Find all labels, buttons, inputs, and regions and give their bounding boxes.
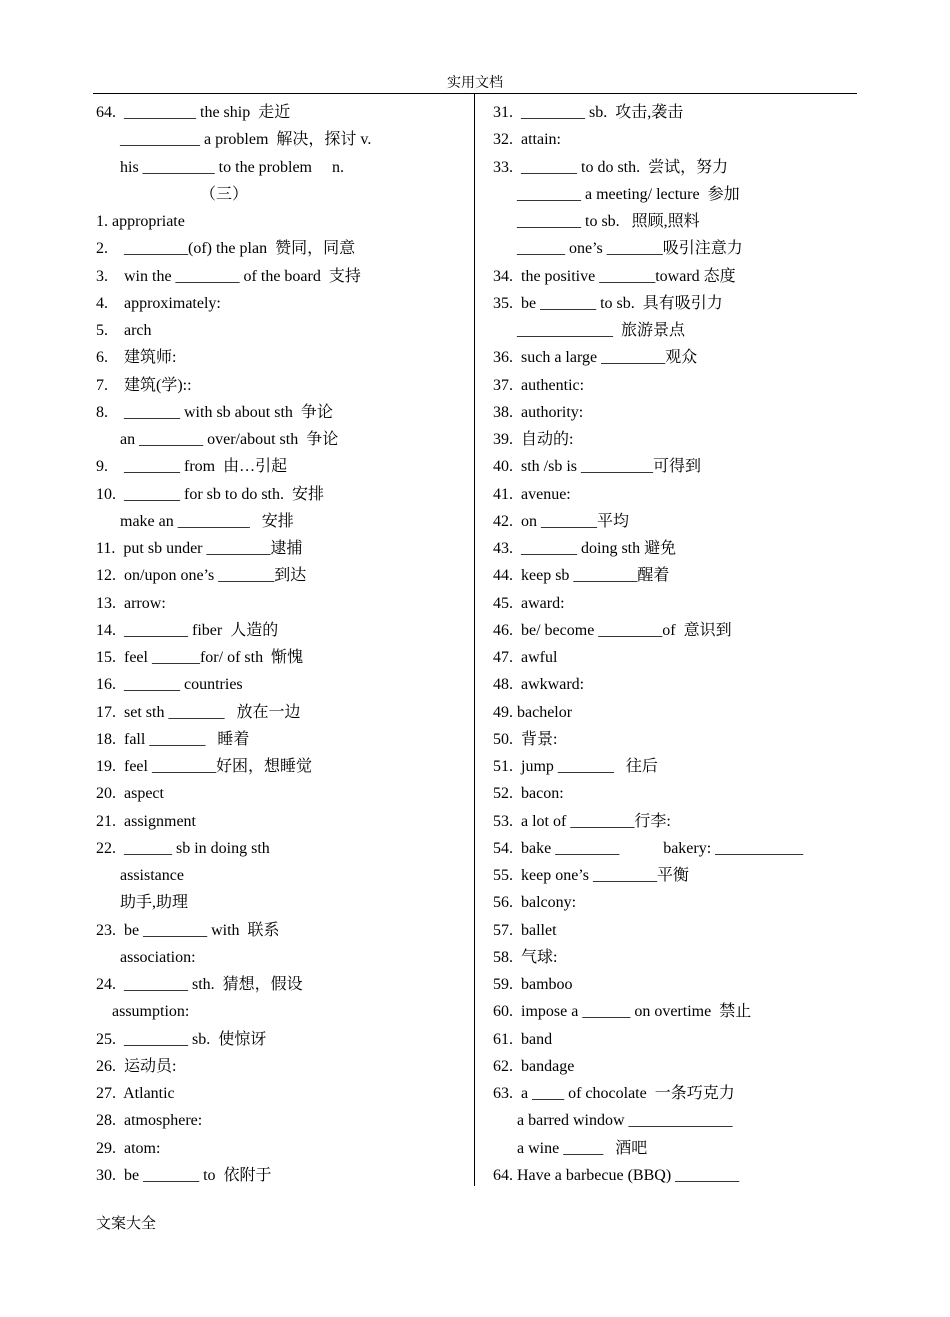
right-column-line: 32. attain: xyxy=(493,131,561,149)
right-column-line: 38. authority: xyxy=(493,403,584,421)
right-column-line: 48. awkward: xyxy=(493,676,585,694)
left-column-line: __________ a problem 解决，探讨 v. xyxy=(96,131,372,149)
left-column-line: 26. 运动员: xyxy=(96,1057,177,1075)
left-column-line: assumption: xyxy=(96,1003,190,1021)
left-column-line: 17. set sth _______ 放在一边 xyxy=(96,703,301,721)
right-column-line: 58. 气球: xyxy=(493,948,558,966)
left-column-line: 11. put sb under ________逮捕 xyxy=(96,540,303,557)
left-column-line: 28. atmosphere: xyxy=(96,1112,203,1130)
left-column-line: 14. ________ fiber 人造的 xyxy=(96,621,279,639)
right-column-line: ________ a meeting/ lecture 参加 xyxy=(493,185,740,203)
right-column-line: 43. _______ doing sth 避免 xyxy=(493,540,677,557)
right-column-line: ______ one’s _______吸引注意力 xyxy=(493,240,743,258)
right-column-line: 35. be _______ to sb. 具有吸引力 xyxy=(493,294,723,312)
right-column-line: a barred window _____________ xyxy=(493,1112,733,1130)
left-column-line: 9. _______ from 由…引起 xyxy=(96,458,288,476)
left-column-line: 19. feel ________好困，想睡觉 xyxy=(96,758,312,775)
right-column-line: 41. avenue: xyxy=(493,485,571,503)
right-column-line: ________ to sb. 照顾,照料 xyxy=(493,213,700,230)
left-column-line: 18. fall _______ 睡着 xyxy=(96,730,250,748)
left-column-line: 64. _________ the ship 走近 xyxy=(96,104,291,121)
right-column-line: 64. Have a barbecue (BBQ) ________ xyxy=(493,1166,740,1184)
left-column-line: 13. arrow: xyxy=(96,594,166,612)
left-column-line: 1. appropriate xyxy=(96,213,185,230)
left-column-line: 16. _______ countries xyxy=(96,676,243,694)
left-column-line: 15. feel ______for/ of sth 惭愧 xyxy=(96,649,304,666)
right-column-line: 34. the positive _______toward 态度 xyxy=(493,267,736,285)
right-column-line: ____________ 旅游景点 xyxy=(493,322,686,339)
right-column-line: 63. a ____ of chocolate 一条巧克力 xyxy=(493,1085,735,1102)
right-column-line: 47. awful xyxy=(493,649,558,666)
right-column-line: 45. award: xyxy=(493,594,565,612)
right-column xyxy=(493,99,853,1189)
right-column-line: 49. bachelor xyxy=(493,703,573,721)
left-column-line: his _________ to the problem n. xyxy=(96,158,344,176)
left-column-line: 23. be ________ with 联系 xyxy=(96,921,280,939)
right-column-line: 36. such a large ________观众 xyxy=(493,349,698,367)
right-column-line: 56. balcony: xyxy=(493,894,577,912)
left-column-line: 10. _______ for sb to do sth. 安排 xyxy=(96,485,325,503)
right-column-line: 33. _______ to do sth. 尝试，努力 xyxy=(493,158,729,176)
right-column-line: 59. bamboo xyxy=(493,976,573,993)
right-column-line: 51. jump _______ 往后 xyxy=(493,758,658,775)
left-column-line: an ________ over/about sth 争论 xyxy=(96,431,339,448)
left-column-line: 5. arch xyxy=(96,322,152,339)
right-column-line: 50. 背景: xyxy=(493,730,558,748)
right-column-line: 39. 自动的: xyxy=(493,431,574,448)
left-column-line: 助手,助理 xyxy=(96,894,189,912)
right-column-line: 61. band xyxy=(493,1030,553,1048)
right-column-line: 53. a lot of ________行李: xyxy=(493,812,671,830)
left-column-line: 7. 建筑(学):: xyxy=(96,376,192,394)
left-column-line: association: xyxy=(96,948,196,966)
right-column-line: a wine _____ 酒吧 xyxy=(493,1139,648,1157)
left-column-line: 8. _______ with sb about sth 争论 xyxy=(96,403,333,421)
left-column-line: 24. ________ sth. 猜想，假设 xyxy=(96,976,303,993)
left-column-line: 2. ________(of) the plan 赞同，同意 xyxy=(96,240,356,258)
left-column-line: 20. aspect xyxy=(96,785,164,803)
left-column-line: 27. Atlantic xyxy=(96,1085,175,1102)
right-column-line: 62. bandage xyxy=(493,1057,575,1075)
left-column-line: 21. assignment xyxy=(96,812,196,830)
left-column-line: 30. be _______ to 依附于 xyxy=(96,1166,272,1184)
column-divider xyxy=(474,94,475,1186)
left-column-line: 3. win the ________ of the board 支持 xyxy=(96,267,361,285)
left-column-line: （三） xyxy=(96,185,249,203)
left-column xyxy=(96,99,468,1189)
right-column-line: 31. ________ sb. 攻击,袭击 xyxy=(493,104,684,121)
right-column-line: 57. ballet xyxy=(493,921,557,939)
right-column-line: 60. impose a ______ on overtime 禁止 xyxy=(493,1003,752,1021)
header-rule xyxy=(93,93,857,94)
page-header-title: 实用文档 xyxy=(447,76,503,91)
right-column-line: 46. be/ become ________of 意识到 xyxy=(493,621,732,639)
right-column-line: 44. keep sb ________醒着 xyxy=(493,567,670,585)
left-column-line: 29. atom: xyxy=(96,1139,161,1157)
right-column-line: 42. on _______平均 xyxy=(493,512,630,530)
left-column-line: 6. 建筑师: xyxy=(96,349,177,367)
left-column-line: 12. on/upon one’s _______到达 xyxy=(96,567,307,585)
right-column-line: 55. keep one’s ________平衡 xyxy=(493,867,689,884)
left-column-line: 4. approximately: xyxy=(96,294,221,312)
right-column-line: 52. bacon: xyxy=(493,785,564,803)
right-column-line: 37. authentic: xyxy=(493,376,585,394)
page-footer-text: 文案大全 xyxy=(96,1216,157,1232)
right-column-line: 54. bake ________ bakery: ___________ xyxy=(493,839,804,857)
left-column-line: make an _________ 安排 xyxy=(96,512,294,530)
left-column-line: assistance xyxy=(96,867,184,884)
right-column-line: 40. sth /sb is _________可得到 xyxy=(493,458,702,476)
left-column-line: 22. ______ sb in doing sth xyxy=(96,839,270,857)
left-column-line: 25. ________ sb. 使惊讶 xyxy=(96,1030,267,1048)
